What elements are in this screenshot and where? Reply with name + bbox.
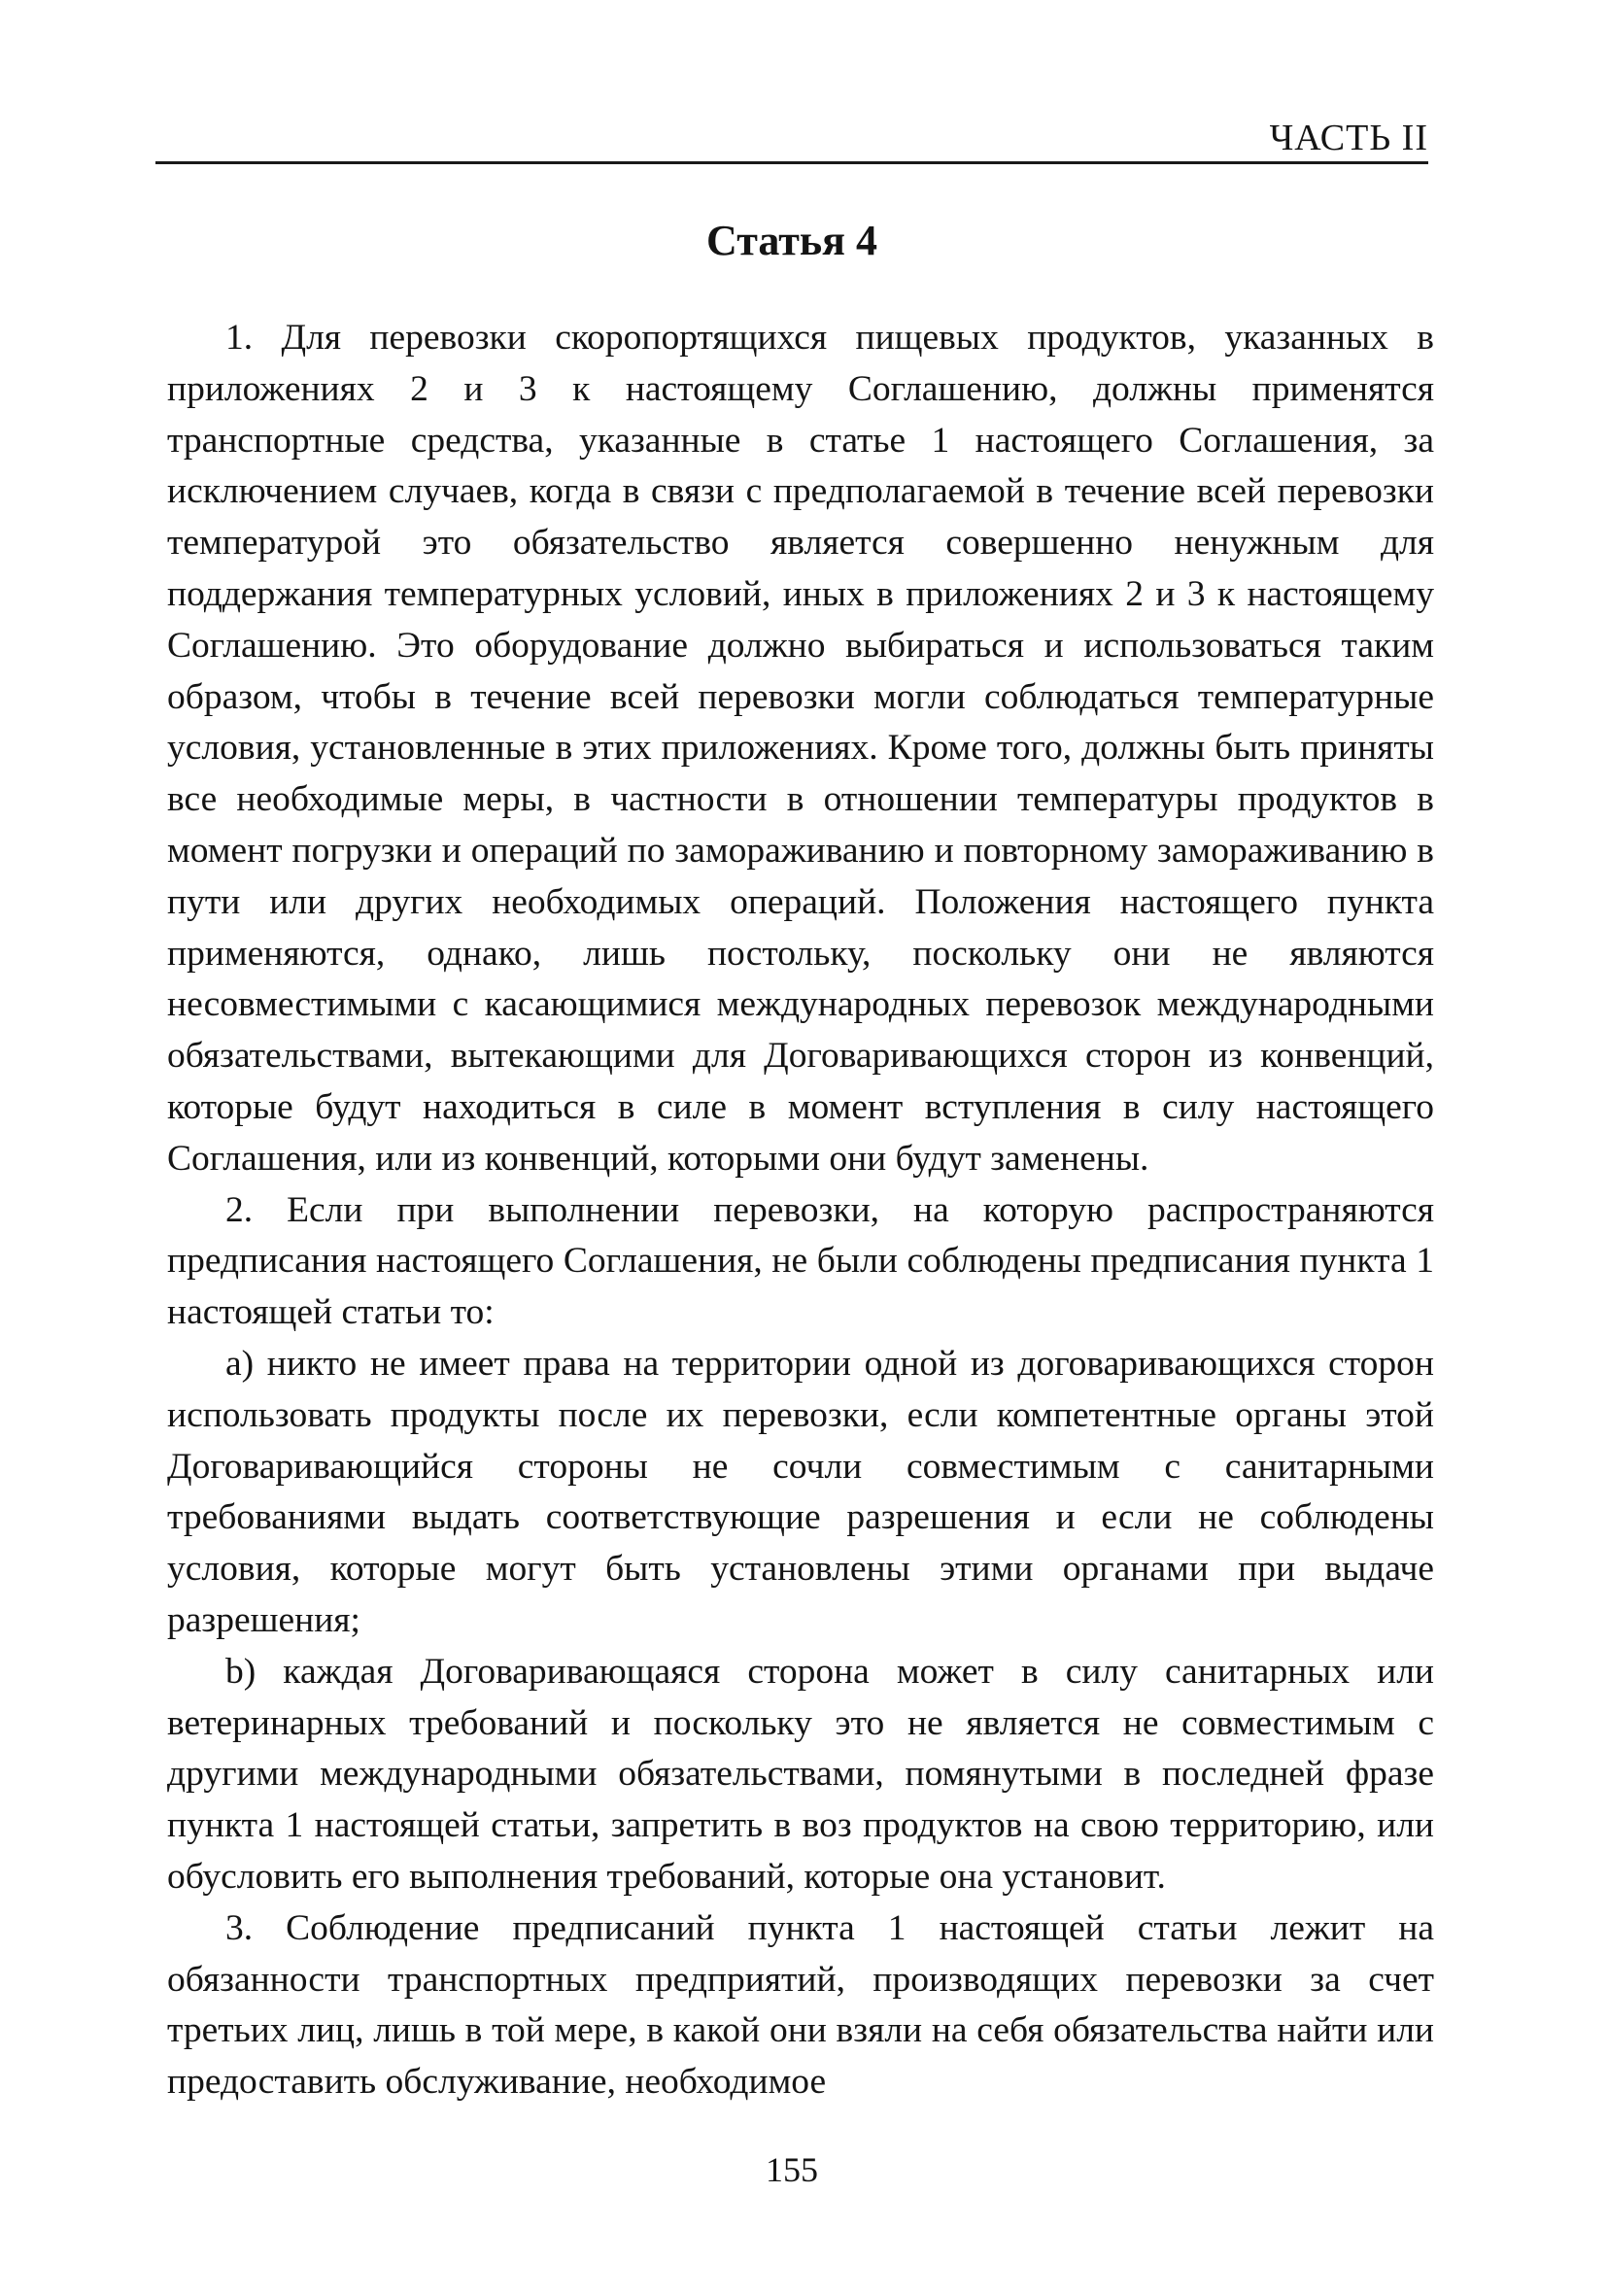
paragraph-3: 3. Соблюдение предписаний пункта 1 настоящей статьи лежит на обязанности транспортных предприятий, производящих перевозки за счет третьих лиц, лишь в той мере, в какой они взяли на себя обязательства найти или предоставить обслуживание, необходимое [167, 1907, 1434, 2103]
header-rule [155, 161, 1428, 164]
page-number: 155 [766, 2150, 818, 2189]
article-body [167, 313, 1434, 2108]
paragraph-2: 2. Если при выполнении перевозки, на которую распространяются предписания настоящего Соглашения, не были соблюдены предписания пункта 1 настоящей статьи то: [167, 1189, 1434, 1333]
article-title: Статья 4 [706, 217, 877, 264]
paragraph-2a: a) никто не имеет права на территории одной из договаривающихся сторон использовать продукты после их перевозки, если компетентные органы этой Договаривающийся стороны не сочли совместимым с санитарными требованиями выдать соответствующие разрешения и если не соблюдены условия, которые могут быть установлены этими органами при выдаче разрешения; [167, 1343, 1434, 1640]
running-header: ЧАСТЬ II [1269, 118, 1428, 158]
paragraph-2b: b) каждая Договаривающаяся сторона может в силу санитарных или ветеринарных требований и поскольку это не является не совместимым с другими международными обязательствами, помянутыми в последней фразе пункта 1 настоящей статьи, запретить в воз продуктов на свою территорию, или обусловить его выполнения требований, которые она установит. [167, 1651, 1434, 1897]
paragraph-1: 1. Для перевозки скоропортящихся пищевых продуктов, указанных в приложениях 2 и 3 к настоящему Соглашению, должны применятся транспортные средства, указанные в статье 1 настоящего Соглашения, за исключением случаев, когда в связи с предполагаемой в течение всей перевозки температурой это обязательство является совершенно ненужным для поддержания температурных условий, иных в приложениях 2 и 3 к настоящему Соглашению. Это оборудование должно выбираться и использоваться таким образом, чтобы в течение всей перевозки могли соблюдаться температурные условия, установленные в этих приложениях. Кроме того, должны быть приняты все необходимые меры, в частности в отношении температуры продуктов в момент погрузки и операций по замораживанию и повторному замораживанию в пути или других необходимых операций. Положения настоящего пункта применяются, однако, лишь постольку, поскольку они не являются несовместимыми с касающимися международных перевозок международными обязательствами, вытекающими для Договаривающихся сторон из конвенций, которые будут находиться в силе в момент вступления в силу настоящего Соглашения, или из конвенций, которыми они будут заменены. [167, 318, 1434, 1179]
